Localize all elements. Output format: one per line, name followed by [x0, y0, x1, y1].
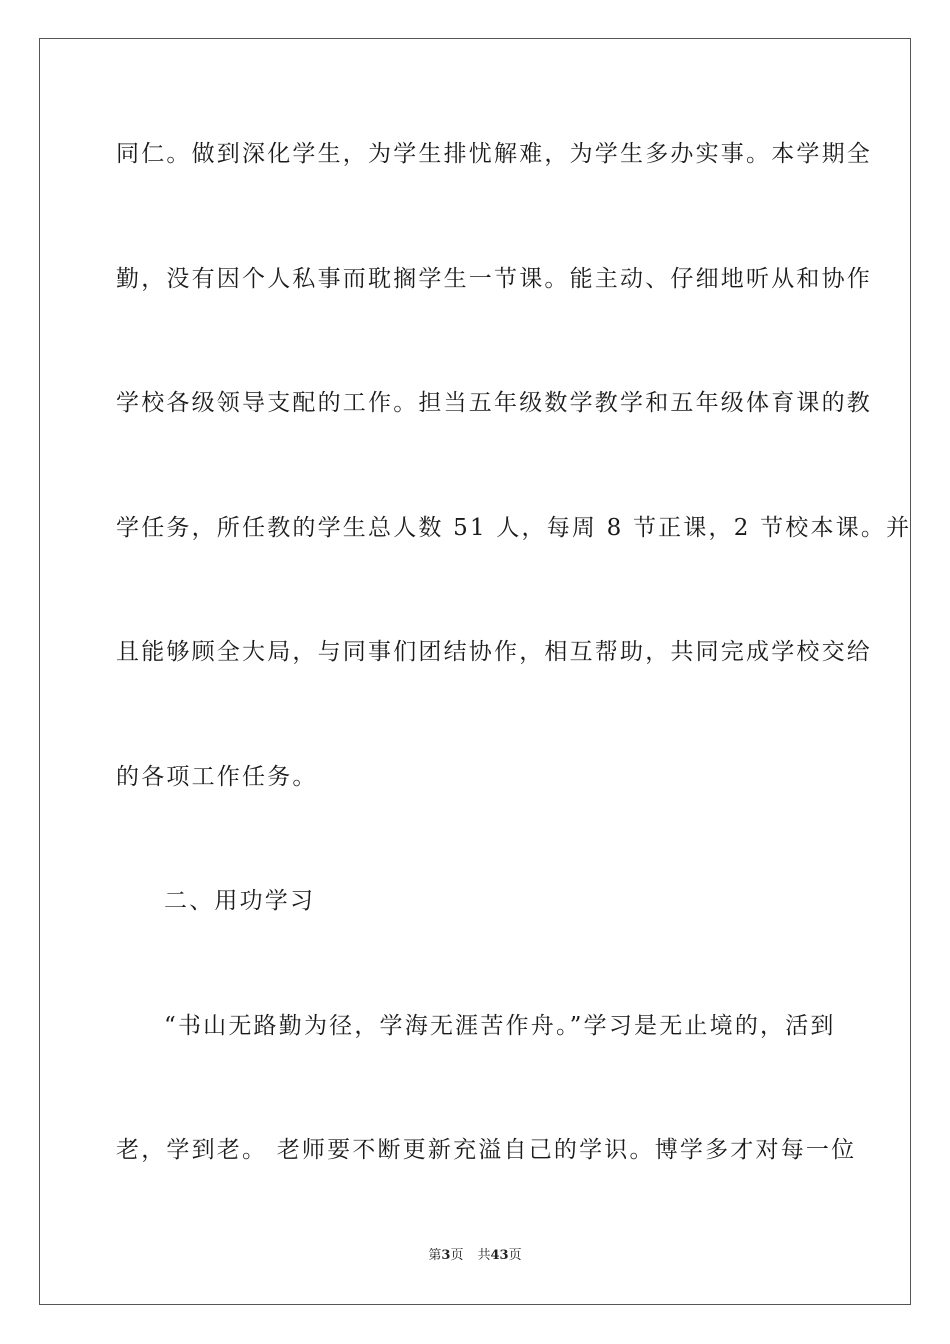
footer-total-prefix: 共: [477, 1248, 491, 1263]
body-line-6: 的各项工作任务。: [116, 764, 318, 790]
body-line-5: 且能够顾全大局，与同事们团结协作，相互帮助，共同完成学校交给: [116, 639, 872, 665]
body-line-3: 学校各级领导支配的工作。担当五年级数学教学和五年级体育课的教: [116, 390, 872, 416]
page-footer: [0, 1248, 950, 1264]
footer-page-number: 3: [441, 1248, 451, 1263]
body-line-2: 勤，没有因个人私事而耽搁学生一节课。能主动、仔细地听从和协作: [116, 266, 872, 292]
footer-page-prefix: 第: [428, 1248, 442, 1263]
paragraph-2-line-1: “书山无路勤为径，学海无涯苦作舟。”学习是无止境的，活到: [164, 1013, 836, 1039]
body-line-4: 学任务，所任教的学生总人数 51 人，每周 8 节正课，2 节校本课。并: [116, 515, 912, 541]
page-border: [39, 38, 911, 1305]
footer-total-suffix: 页: [508, 1248, 522, 1263]
footer-page-suffix: 页: [450, 1248, 464, 1263]
paragraph-2-line-2: 老，学到老。 老师要不断更新充溢自己的学识。博学多才对每一位: [116, 1137, 857, 1163]
footer-total-pages: 43: [490, 1248, 509, 1263]
section-heading: 二、用功学习: [164, 888, 316, 914]
body-line-1: 同仁。做到深化学生，为学生排忧解难，为学生多办实事。本学期全: [116, 141, 872, 167]
